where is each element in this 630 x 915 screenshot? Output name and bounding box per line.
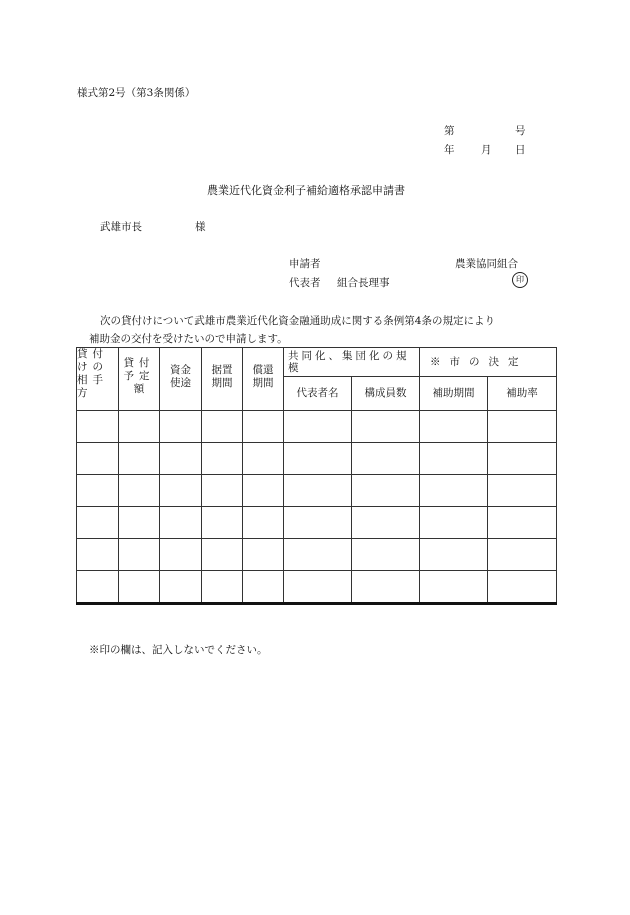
cell-planned-amount[interactable] <box>119 475 160 507</box>
cell-repayment-period[interactable] <box>243 507 284 539</box>
cell-member-count[interactable] <box>352 507 420 539</box>
cell-borrower[interactable] <box>77 443 119 475</box>
cell-representative-name[interactable] <box>284 443 352 475</box>
addressee-name: 武雄市長 <box>100 221 142 233</box>
cell-fund-usage[interactable] <box>160 507 202 539</box>
cell-planned-amount[interactable] <box>119 443 160 475</box>
cell-subsidy-rate <box>488 443 557 475</box>
cell-subsidy-period <box>420 571 488 604</box>
cell-fund-usage[interactable] <box>160 571 202 604</box>
cell-grace-period[interactable] <box>202 571 243 604</box>
header-borrower: 貸付 けの 相手 方 <box>77 348 119 411</box>
cell-planned-amount[interactable] <box>119 507 160 539</box>
header-joint-scale: 共同化、集団化の規模 <box>284 348 420 377</box>
representative-title: 組合長理事 <box>337 277 390 289</box>
header-repayment-period: 償還 期間 <box>243 348 284 411</box>
table-row <box>77 443 557 475</box>
cell-planned-amount[interactable] <box>119 571 160 604</box>
cell-borrower[interactable] <box>77 571 119 604</box>
header-fund-usage: 資金 使途 <box>160 348 202 411</box>
cell-grace-period[interactable] <box>202 411 243 443</box>
addressee-honorific: 様 <box>195 221 206 233</box>
representative-label: 代表者 <box>289 277 321 289</box>
date-year-label: 年 <box>444 144 455 156</box>
date-month-label: 月 <box>481 144 492 156</box>
body-text-line-1: 次の貸付けについて武雄市農業近代化資金融通助成に関する条例第4条の規定により <box>100 315 495 327</box>
cell-grace-period[interactable] <box>202 475 243 507</box>
cell-fund-usage[interactable] <box>160 411 202 443</box>
cell-repayment-period[interactable] <box>243 443 284 475</box>
application-table <box>76 347 557 605</box>
table-row <box>77 571 557 604</box>
cell-representative-name[interactable] <box>284 507 352 539</box>
cell-grace-period[interactable] <box>202 539 243 571</box>
cell-planned-amount[interactable] <box>119 539 160 571</box>
cell-member-count[interactable] <box>352 539 420 571</box>
cell-subsidy-rate <box>488 475 557 507</box>
cell-member-count[interactable] <box>352 411 420 443</box>
cell-repayment-period[interactable] <box>243 475 284 507</box>
form-number: 様式第2号（第3条関係） <box>77 87 196 99</box>
cell-fund-usage[interactable] <box>160 443 202 475</box>
cell-subsidy-rate <box>488 539 557 571</box>
cell-subsidy-rate <box>488 411 557 443</box>
header-city-decision: ※市の決定 <box>420 348 557 377</box>
document-number-suffix: 号 <box>515 125 526 137</box>
cell-subsidy-period <box>420 411 488 443</box>
cell-borrower[interactable] <box>77 539 119 571</box>
header-subsidy-period: 補助期間 <box>420 377 488 411</box>
cell-representative-name[interactable] <box>284 571 352 604</box>
cell-planned-amount[interactable] <box>119 411 160 443</box>
date-day-label: 日 <box>515 144 526 156</box>
header-member-count: 構成員数 <box>352 377 420 411</box>
cell-representative-name[interactable] <box>284 539 352 571</box>
cell-subsidy-rate <box>488 507 557 539</box>
cell-subsidy-rate <box>488 571 557 604</box>
cell-borrower[interactable] <box>77 507 119 539</box>
cell-grace-period[interactable] <box>202 507 243 539</box>
cell-subsidy-period <box>420 539 488 571</box>
document-number-prefix: 第 <box>444 125 455 137</box>
cell-repayment-period[interactable] <box>243 539 284 571</box>
header-grace-period: 据置 期間 <box>202 348 243 411</box>
header-subsidy-rate: 補助率 <box>488 377 557 411</box>
table-row <box>77 475 557 507</box>
header-planned-amount: 貸付 予定 額 <box>119 348 160 411</box>
applicant-label: 申請者 <box>289 258 321 270</box>
cell-repayment-period[interactable] <box>243 571 284 604</box>
cell-member-count[interactable] <box>352 571 420 604</box>
seal-mark-icon: 印 <box>512 272 528 288</box>
cell-grace-period[interactable] <box>202 443 243 475</box>
document-title: 農業近代化資金利子補給適格承認申請書 <box>207 184 405 197</box>
cell-member-count[interactable] <box>352 475 420 507</box>
cell-subsidy-period <box>420 443 488 475</box>
cell-fund-usage[interactable] <box>160 475 202 507</box>
cell-repayment-period[interactable] <box>243 411 284 443</box>
cell-subsidy-period <box>420 507 488 539</box>
cell-borrower[interactable] <box>77 475 119 507</box>
footnote: ※印の欄は、記入しないでください。 <box>89 644 268 656</box>
body-text-line-2: 補助金の交付を受けたいので申請します。 <box>89 333 288 345</box>
table-row <box>77 539 557 571</box>
cell-representative-name[interactable] <box>284 411 352 443</box>
header-representative-name: 代表者名 <box>284 377 352 411</box>
cell-representative-name[interactable] <box>284 475 352 507</box>
cell-member-count[interactable] <box>352 443 420 475</box>
applicant-organization: 農業協同組合 <box>455 258 518 270</box>
table-row <box>77 507 557 539</box>
cell-fund-usage[interactable] <box>160 539 202 571</box>
table-row <box>77 411 557 443</box>
cell-borrower[interactable] <box>77 411 119 443</box>
cell-subsidy-period <box>420 475 488 507</box>
